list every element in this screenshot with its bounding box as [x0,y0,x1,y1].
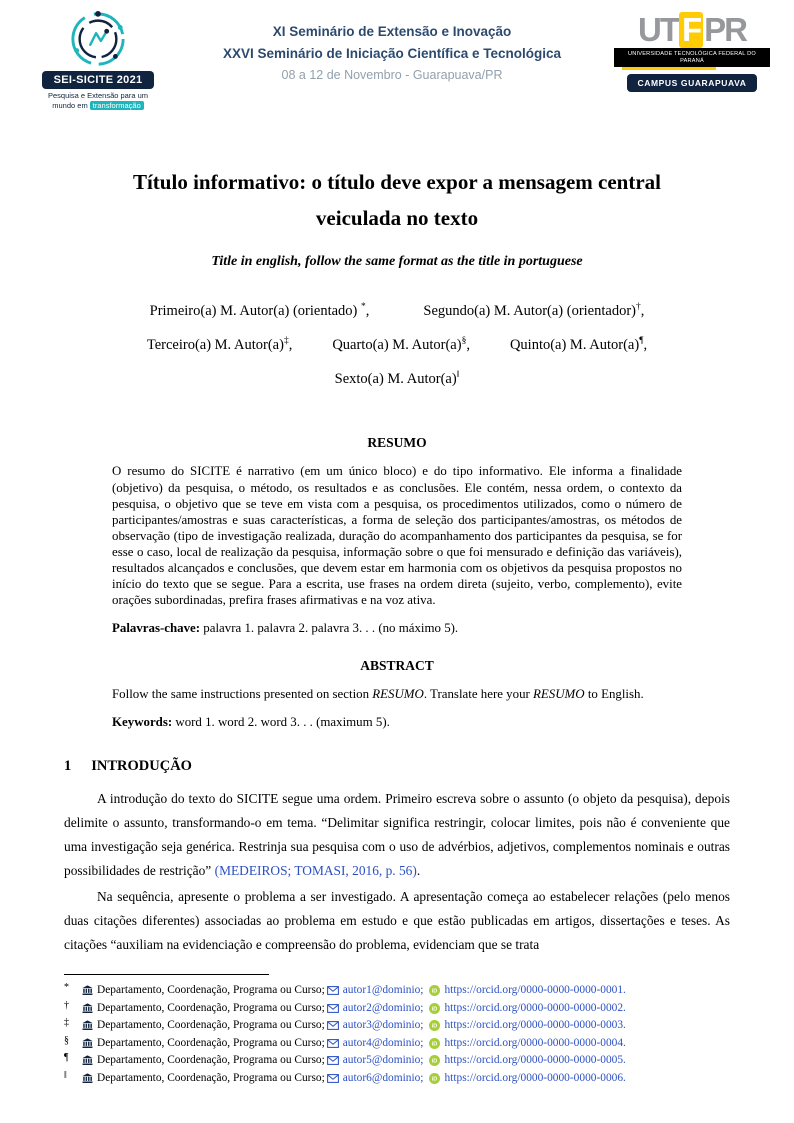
intro-paragraph-1: A introdução do texto do SICITE segue uma ordem. Primeiro escreva sobre o assunto (o objeto da pesquisa), depois delimite o assunto, transformando-o em tema. “Delimitar significa restringir, colocar limites, pois não é conveniente que uma investigação seja genérica. Restrinja sua pesquisa com o uso de advérbios, adjetivos, complementos nominais e outras possibilidades de restrição” (MEDEIROS; TOMASI, 2016, p. 56). [64,791,730,879]
footnote-2-email[interactable]: autor2@dominio; [342,1001,424,1014]
footnote-3-marker: ‡ [64,1017,69,1028]
palavras-chave-label: Palavras-chave: [112,621,201,636]
footnote-1 [64,982,730,1000]
author-1: Primeiro(a) M. Autor(a) (orientado) *, [149,302,370,319]
utfpr-wordmark: UT F PR [637,11,746,48]
abstract-body: Follow the same instructions presented on section RESUMO. Translate here your RESUMO to English. [112,687,644,702]
orcid-icon [429,985,440,996]
intro-paragraph-2: Na sequência, apresente o problema a ser investigado. A apresentação começa ao estabelecer relações (pelo menos duas citações diferentes) associadas ao problema em estudo e que estão publicadas em artigos, dissertações e teses. As citações “auxiliam na evidenciação e compreensão do problema, evidenciam que se trata [64,889,730,953]
author-5-marker: ¶ [639,335,644,346]
sei-sicite-badge: SEI-SICITE 2021 [42,71,155,89]
author-3: Terceiro(a) M. Autor(a)‡, [146,335,293,353]
author-2-marker: † [636,302,641,312]
sei-sicite-logo-icon [69,10,127,68]
event-heading [175,24,609,82]
keywords-label: Keywords: [112,715,173,730]
footnote-5-orcid[interactable]: https://orcid.org/0000-0000-0000-0005. [444,1054,626,1066]
institution-icon [82,1020,93,1031]
utfpr-f-mark: F [679,12,703,48]
institution-icon [82,1073,93,1084]
footnote-4 [64,1035,730,1053]
utfpr-university-bar: UNIVERSIDADE TECNOLÓGICA FEDERAL DO PARANÁ [614,48,770,66]
footnotes [64,974,730,1087]
footnote-3-email[interactable]: autor3@dominio; [342,1019,424,1031]
footnote-5-dept: Departamento, Coordenação, Programa ou Curso; [97,1054,325,1066]
svg-text:iD: iD [432,1076,438,1083]
footnote-5-email[interactable]: autor5@dominio; [342,1054,424,1066]
resumo-body: O resumo do SICITE é narrativo (em um único bloco) e do tipo informativo. Ele informa a finalidade (objetivo) da pesquisa, o método, os resultados e as conclusões. Ele contém, nessa ordem, o contexto da pesquisa, o objetivo que se teve em vista com a pesquisa, os procedimentos utilizados, como o número de participantes/amostras e suas características, a forma de seleção dos participantes/amostras, os métodos de observação (tipo de investigação realizada, duração do acompanhamento dos participantes da pesquisa, se for esse o caso, local de realização da pesquisa, informação sobre o que foi mensurado e definição das variáveis), resultados alcançados e conclusões, que devem estar em harmonia com os objetivos da pesquisa propostos no início do texto que se segue. Para a escrita, use frases na ordem direta (sujeito, verbo, complemento), evite orações subordinadas, prefira frases afirmativas e na voz ativa. [112,464,682,608]
utfpr-yellow-stripe [622,67,716,70]
tagline-highlight: transformação [90,101,144,110]
author-6-marker: ‖ [456,369,460,380]
author-line-1 [64,292,730,326]
footnote-5 [64,1052,730,1070]
email-icon [327,1056,339,1065]
section-1-number: 1 [64,758,72,775]
svg-text:iD: iD [432,988,438,995]
footnote-4-orcid[interactable]: https://orcid.org/0000-0000-0000-0004. [444,1036,626,1049]
footnote-1-marker: * [64,982,69,993]
email-icon [327,1021,339,1030]
footnote-1-orcid[interactable]: https://orcid.org/0000-0000-0000-0001. [444,984,626,996]
footnote-6 [64,1070,730,1088]
event-line-2: XXVI Seminário de Iniciação Científica e Tecnológica [222,46,562,61]
footnote-2-orcid[interactable]: https://orcid.org/0000-0000-0000-0002. [444,1001,626,1014]
orcid-icon [429,1038,440,1049]
svg-text:iD: iD [432,1006,438,1013]
email-icon [327,986,339,995]
tagline-line2: mundo em [52,101,90,111]
abstract-section [112,435,682,730]
footnote-4-dept: Departamento, Coordenação, Programa ou Curso; [97,1036,325,1049]
footnote-4-email[interactable]: autor4@dominio; [342,1036,424,1049]
svg-text:iD: iD [432,1058,438,1065]
email-icon [327,1039,339,1048]
footnote-2-dept: Departamento, Coordenação, Programa ou Curso; [97,1001,325,1014]
section-1-heading [64,758,730,775]
footnote-2-marker: † [64,999,69,1011]
email-icon [327,1074,339,1083]
orcid-icon [429,1003,440,1014]
orcid-icon [429,1055,440,1066]
section-1-title: INTRODUÇÃO [91,758,192,775]
event-line-1: XI Seminário de Extensão e Inovação [272,24,512,39]
author-1-marker: * [361,302,366,312]
footnote-6-email[interactable]: autor6@dominio; [342,1071,424,1084]
article-title-pt: Título informativo: o título deve expor a mensagem central veiculada no texto [132,170,662,230]
article-content [64,148,730,957]
footnote-3 [64,1017,730,1035]
keywords-line: Keywords: word 1. word 2. word 3. . . (maximum 5). [112,715,390,730]
author-6: Sexto(a) M. Autor(a)‖ [334,369,460,387]
author-4-marker: § [461,335,467,346]
author-2: Segundo(a) M. Autor(a) (orientador)†, [423,302,645,319]
tagline-line1: Pesquisa e Extensão para um [47,91,149,100]
footnote-1-dept: Departamento, Coordenação, Programa ou Curso; [97,984,325,996]
sei-sicite-logo [28,10,168,111]
footnote-3-dept: Departamento, Coordenação, Programa ou Curso; [97,1019,325,1031]
citation-link-medeiros-tomasi[interactable]: (MEDEIROS; TOMASI, 2016, p. 56) [214,863,417,879]
institution-icon [82,985,93,996]
footnote-3-orcid[interactable]: https://orcid.org/0000-0000-0000-0003. [444,1019,626,1031]
svg-text:iD: iD [432,1023,438,1030]
author-4: Quarto(a) M. Autor(a)§, [332,335,470,353]
author-line-2 [64,326,730,360]
resumo-heading: RESUMO [367,435,427,451]
email-icon [327,1004,339,1013]
orcid-icon [429,1020,440,1031]
footnote-rule [64,974,269,975]
article-title-en: Title in english, follow the same format as the title in portuguese [211,254,583,269]
utfpr-logo [614,12,770,92]
campus-badge: CAMPUS GUARAPUAVA [627,74,756,92]
orcid-icon [429,1073,440,1084]
footnote-6-orcid[interactable]: https://orcid.org/0000-0000-0000-0006. [444,1071,626,1084]
footnote-2 [64,1000,730,1018]
institution-icon [82,1055,93,1066]
footnote-5-marker: ¶ [64,1052,69,1063]
institution-icon [82,1003,93,1014]
footnote-1-email[interactable]: autor1@dominio; [342,984,424,996]
header-banner [0,10,794,132]
footnote-6-marker: ‖ [64,1069,67,1081]
footnote-4-marker: § [64,1034,69,1046]
palavras-chave-line: Palavras-chave: palavra 1. palavra 2. palavra 3. . . (no máximo 5). [112,621,459,636]
author-3-marker: ‡ [283,335,289,346]
footnote-6-dept: Departamento, Coordenação, Programa ou Curso; [97,1071,325,1084]
author-line-3 [64,360,730,394]
abstract-heading: ABSTRACT [360,658,434,674]
author-block [64,292,730,393]
institution-icon [82,1038,93,1049]
event-date-location: 08 a 12 de Novembro - Guarapuava/PR [281,68,503,82]
svg-text:iD: iD [432,1041,438,1048]
author-5: Quinto(a) M. Autor(a)¶, [509,335,648,353]
sei-sicite-tagline [28,91,168,111]
